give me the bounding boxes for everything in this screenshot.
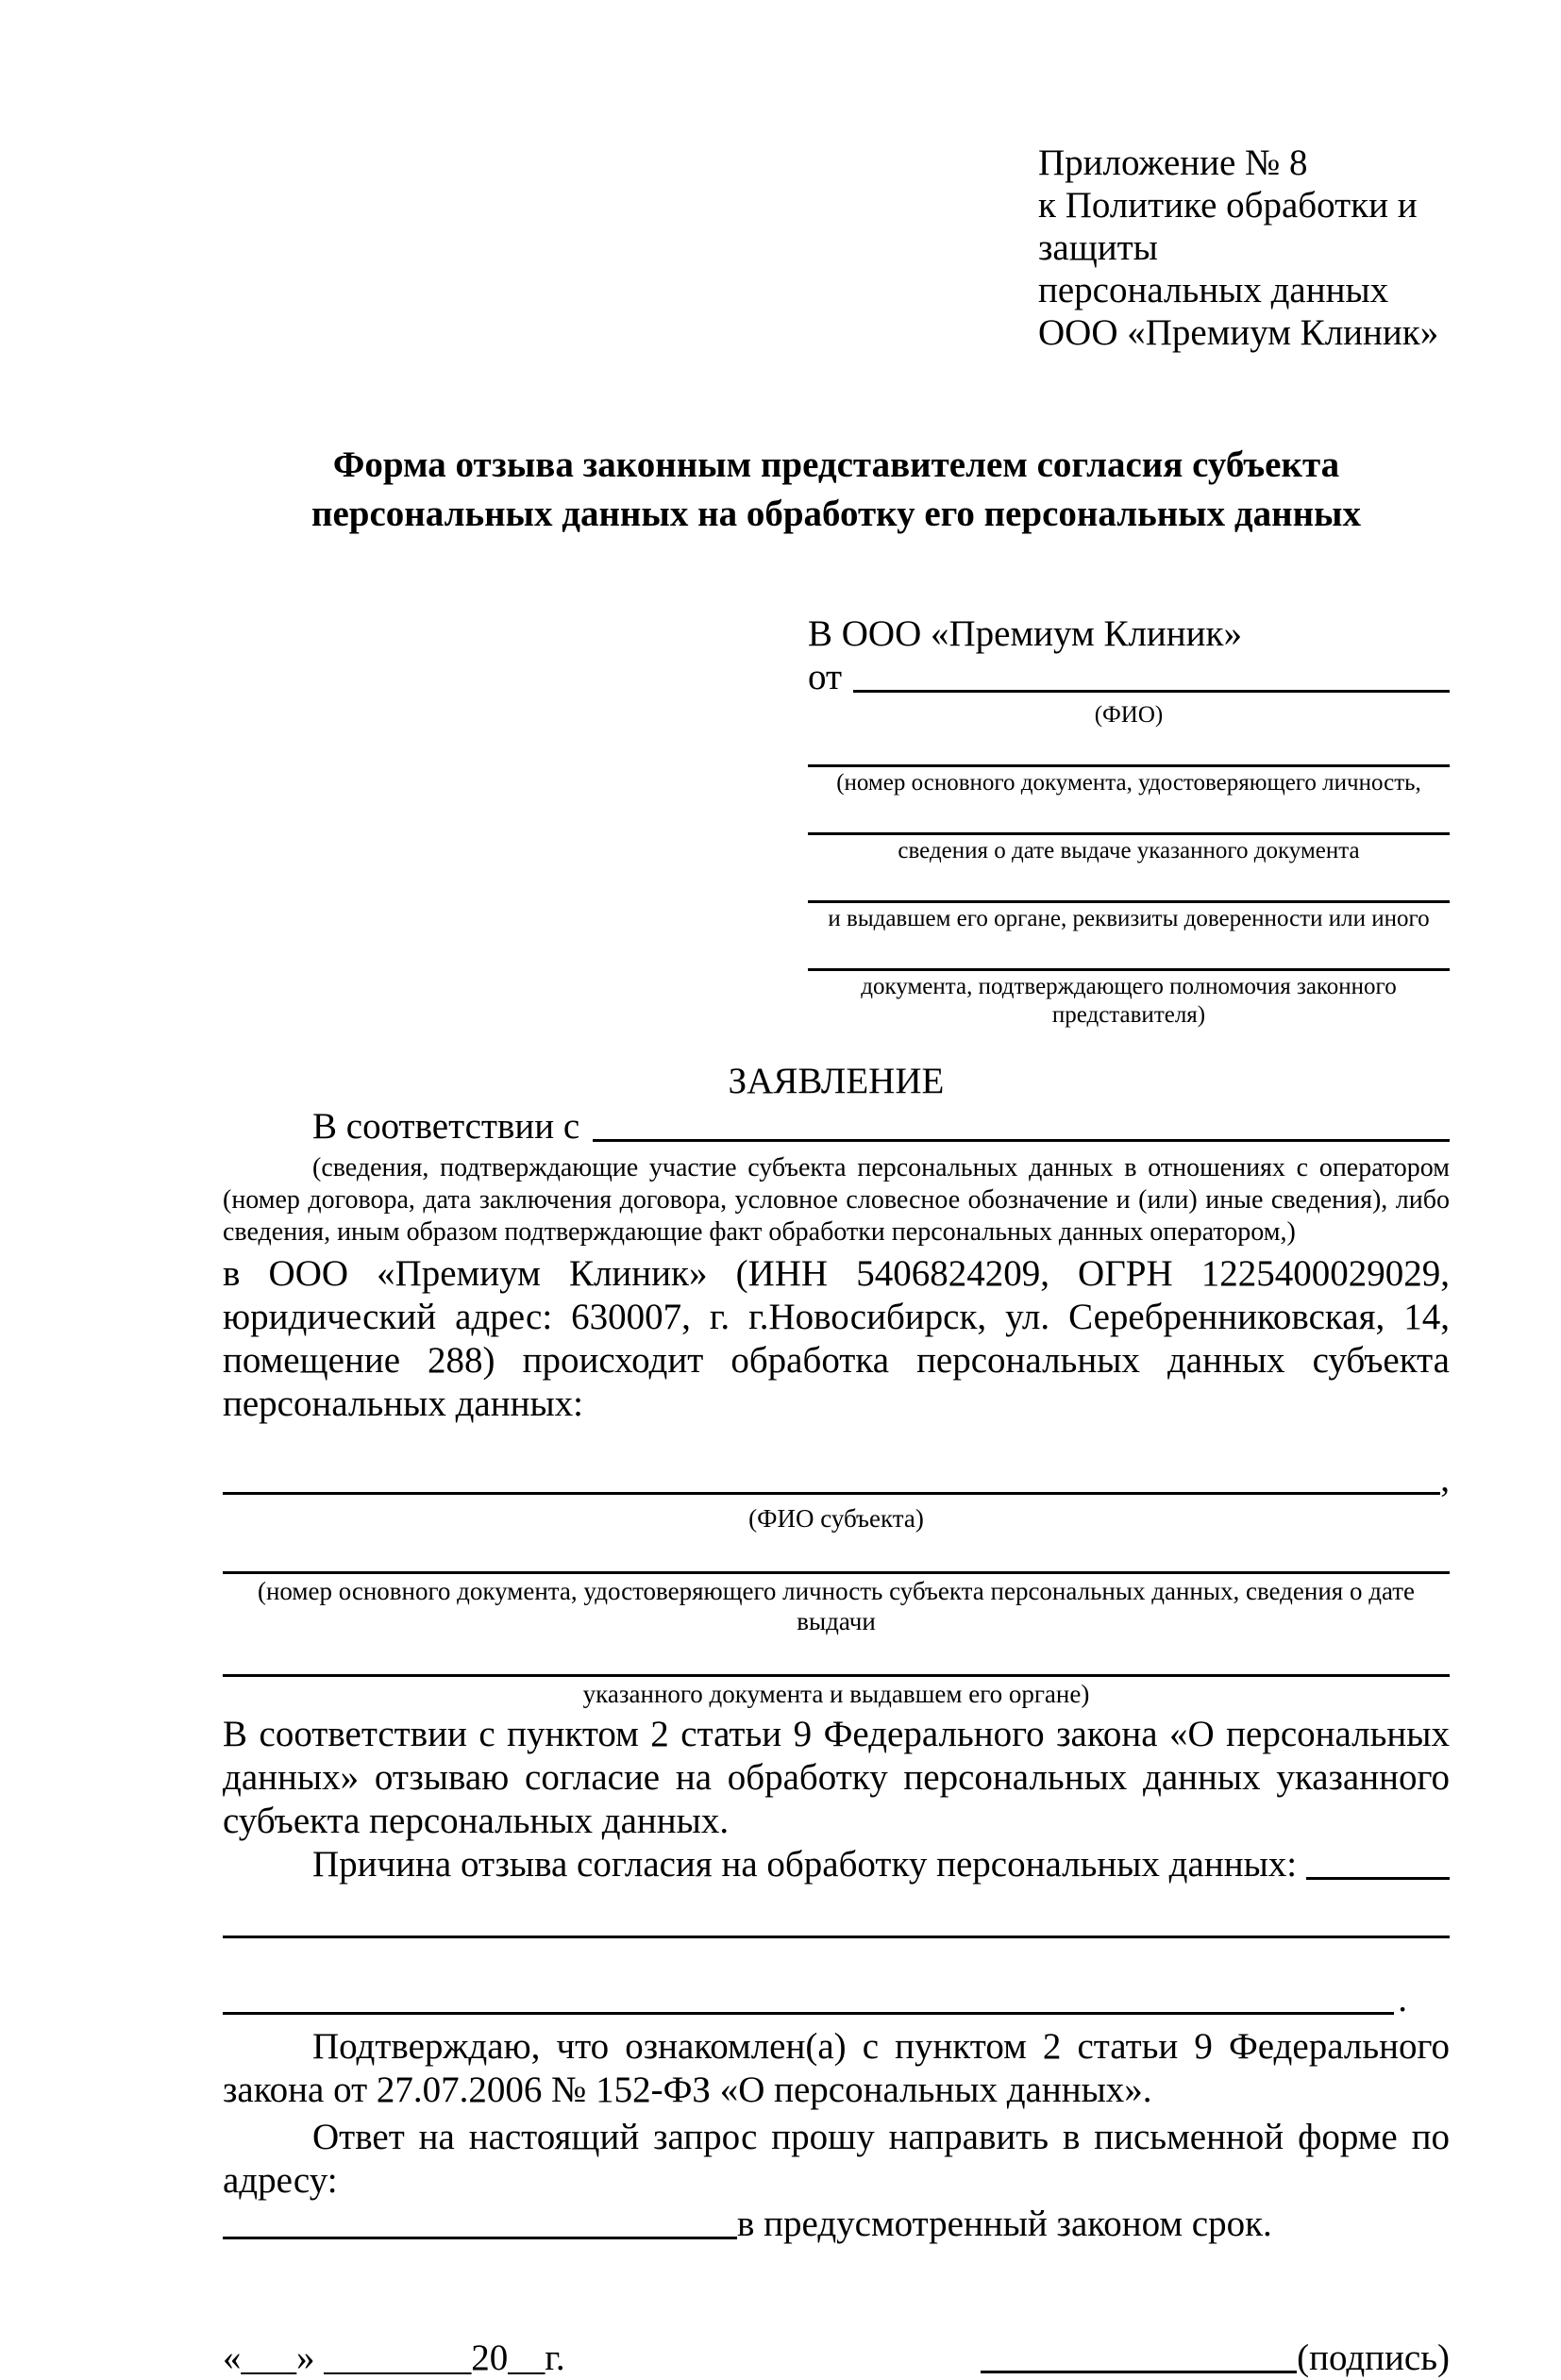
reply-address-blank-line (223, 2236, 737, 2239)
representative-doc-group-4 (808, 968, 1450, 1030)
withdraw-paragraph: В соответствии с пунктом 2 статьи 9 Федерального закона «О персональных данных» отзываю согласие на обработку персональных данных указанного субъекта персональных данных. (223, 1714, 1450, 1841)
blank-line (808, 968, 1450, 971)
reply-suffix: в предусмотренный законом срок. (737, 2204, 1272, 2244)
reason-blank-line-3-row (223, 1978, 1407, 2021)
accordance-label: В соответствии с (312, 1106, 580, 1147)
reason-blank-line-2 (223, 1936, 1450, 1938)
reason-row (223, 1843, 1450, 1886)
subject-fio-blank-line (223, 1491, 1440, 1495)
explanatory-note: (сведения, подтверждающие участие субъекта персональных данных в отношениях с оператором (номер договора, дата заключения договора, условное словесное обозначение и (или) иные сведения), либо сведения, иным образом подтверждающие факт обработки персональных данных оператором,) (223, 1153, 1450, 1247)
from-fio-blank-line (853, 689, 1450, 693)
addressee-organization: В ООО «Премиум Клиник» (808, 613, 1242, 654)
underline-caption-4: документа, подтверждающего полномочия законного представителя) (861, 974, 1397, 1028)
from-label: от (808, 657, 843, 697)
from-row (808, 656, 1450, 699)
operator-paragraph: в ООО «Премиум Клиник» (ИНН 5406824209, ОГРН 1225400029029, юридический адрес: 630007, г. г.Новосибирск, ул. Серебренниковская, 14, помещение 288) происходит обработка персональных данных субъекта персональных данных: (223, 1253, 1450, 1424)
representative-doc-group-2 (808, 832, 1450, 865)
signature-caption: (подпись) (1297, 2338, 1450, 2378)
fio-caption: (ФИО) (1094, 702, 1164, 728)
addressee-block (808, 612, 1450, 1030)
representative-doc-group-3 (808, 900, 1450, 933)
date-field: «___» ________20__г. (223, 2338, 565, 2378)
subject-doc-group-1 (223, 1571, 1450, 1636)
appendix-line-4: ООО «Премиум Клиник» (1038, 312, 1439, 353)
blank-line (808, 900, 1450, 903)
reason-blank-line (1306, 1876, 1450, 1880)
footer-row (223, 2337, 1450, 2380)
appendix-block (1038, 142, 1450, 354)
document-title-line-2: персональных данных на обработку его персональных данных (311, 494, 1362, 534)
appendix-line-1: Приложение № 8 (1038, 142, 1308, 183)
statement-heading: ЗАЯВЛЕНИЕ (728, 1061, 945, 1101)
representative-doc-group-1 (808, 764, 1450, 797)
appendix-line-3: персональных данных (1038, 270, 1389, 310)
subject-fio-comma: , (1440, 1459, 1450, 1500)
reason-blank-line-3 (223, 2011, 1394, 2015)
subject-doc-caption-2: указанного документа и выдавшем его органе) (582, 1680, 1090, 1708)
accordance-row (223, 1105, 1450, 1148)
accordance-blank-line (593, 1138, 1450, 1142)
reason-label: Причина отзыва согласия на обработку персональных данных: (312, 1844, 1298, 1885)
document-title (223, 441, 1450, 539)
underline-caption-2: сведения о дате выдаче указанного документа (898, 838, 1360, 863)
blank-line (223, 1674, 1450, 1677)
subject-doc-group-2 (223, 1674, 1450, 1709)
subject-fio-row (223, 1458, 1450, 1501)
appendix-line-2: к Политике обработки и защиты (1038, 185, 1418, 268)
underline-caption-3: и выдавшем его органе, реквизиты доверенности или иного (828, 906, 1430, 931)
confirm-paragraph: Подтверждаю, что ознакомлен(а) с пунктом 2 статьи 9 Федерального закона от 27.07.2006 № 152-ФЗ «О персональных данных». (223, 2026, 1450, 2110)
blank-line (808, 764, 1450, 767)
blank-line (808, 832, 1450, 835)
document-title-line-1: Форма отзыва законным представителем согласия субъекта (332, 444, 1340, 485)
subject-fio-caption: (ФИО субъекта) (748, 1504, 924, 1533)
reason-period: . (1398, 1979, 1407, 2020)
signature-blank-line (981, 2371, 1297, 2373)
reply-address-row (223, 2203, 1450, 2246)
subject-doc-caption-1: (номер основного документа, удостоверяющего личность субъекта персональных данных, сведения о дате выдачи (257, 1577, 1416, 1635)
reply-line: Ответ на настоящий запрос прошу направить в письменной форме по адресу: (223, 2117, 1450, 2201)
signature-group (981, 2337, 1450, 2380)
underline-caption-1: (номер основного документа, удостоверяющего личность, (836, 770, 1421, 796)
blank-line (223, 1571, 1450, 1574)
